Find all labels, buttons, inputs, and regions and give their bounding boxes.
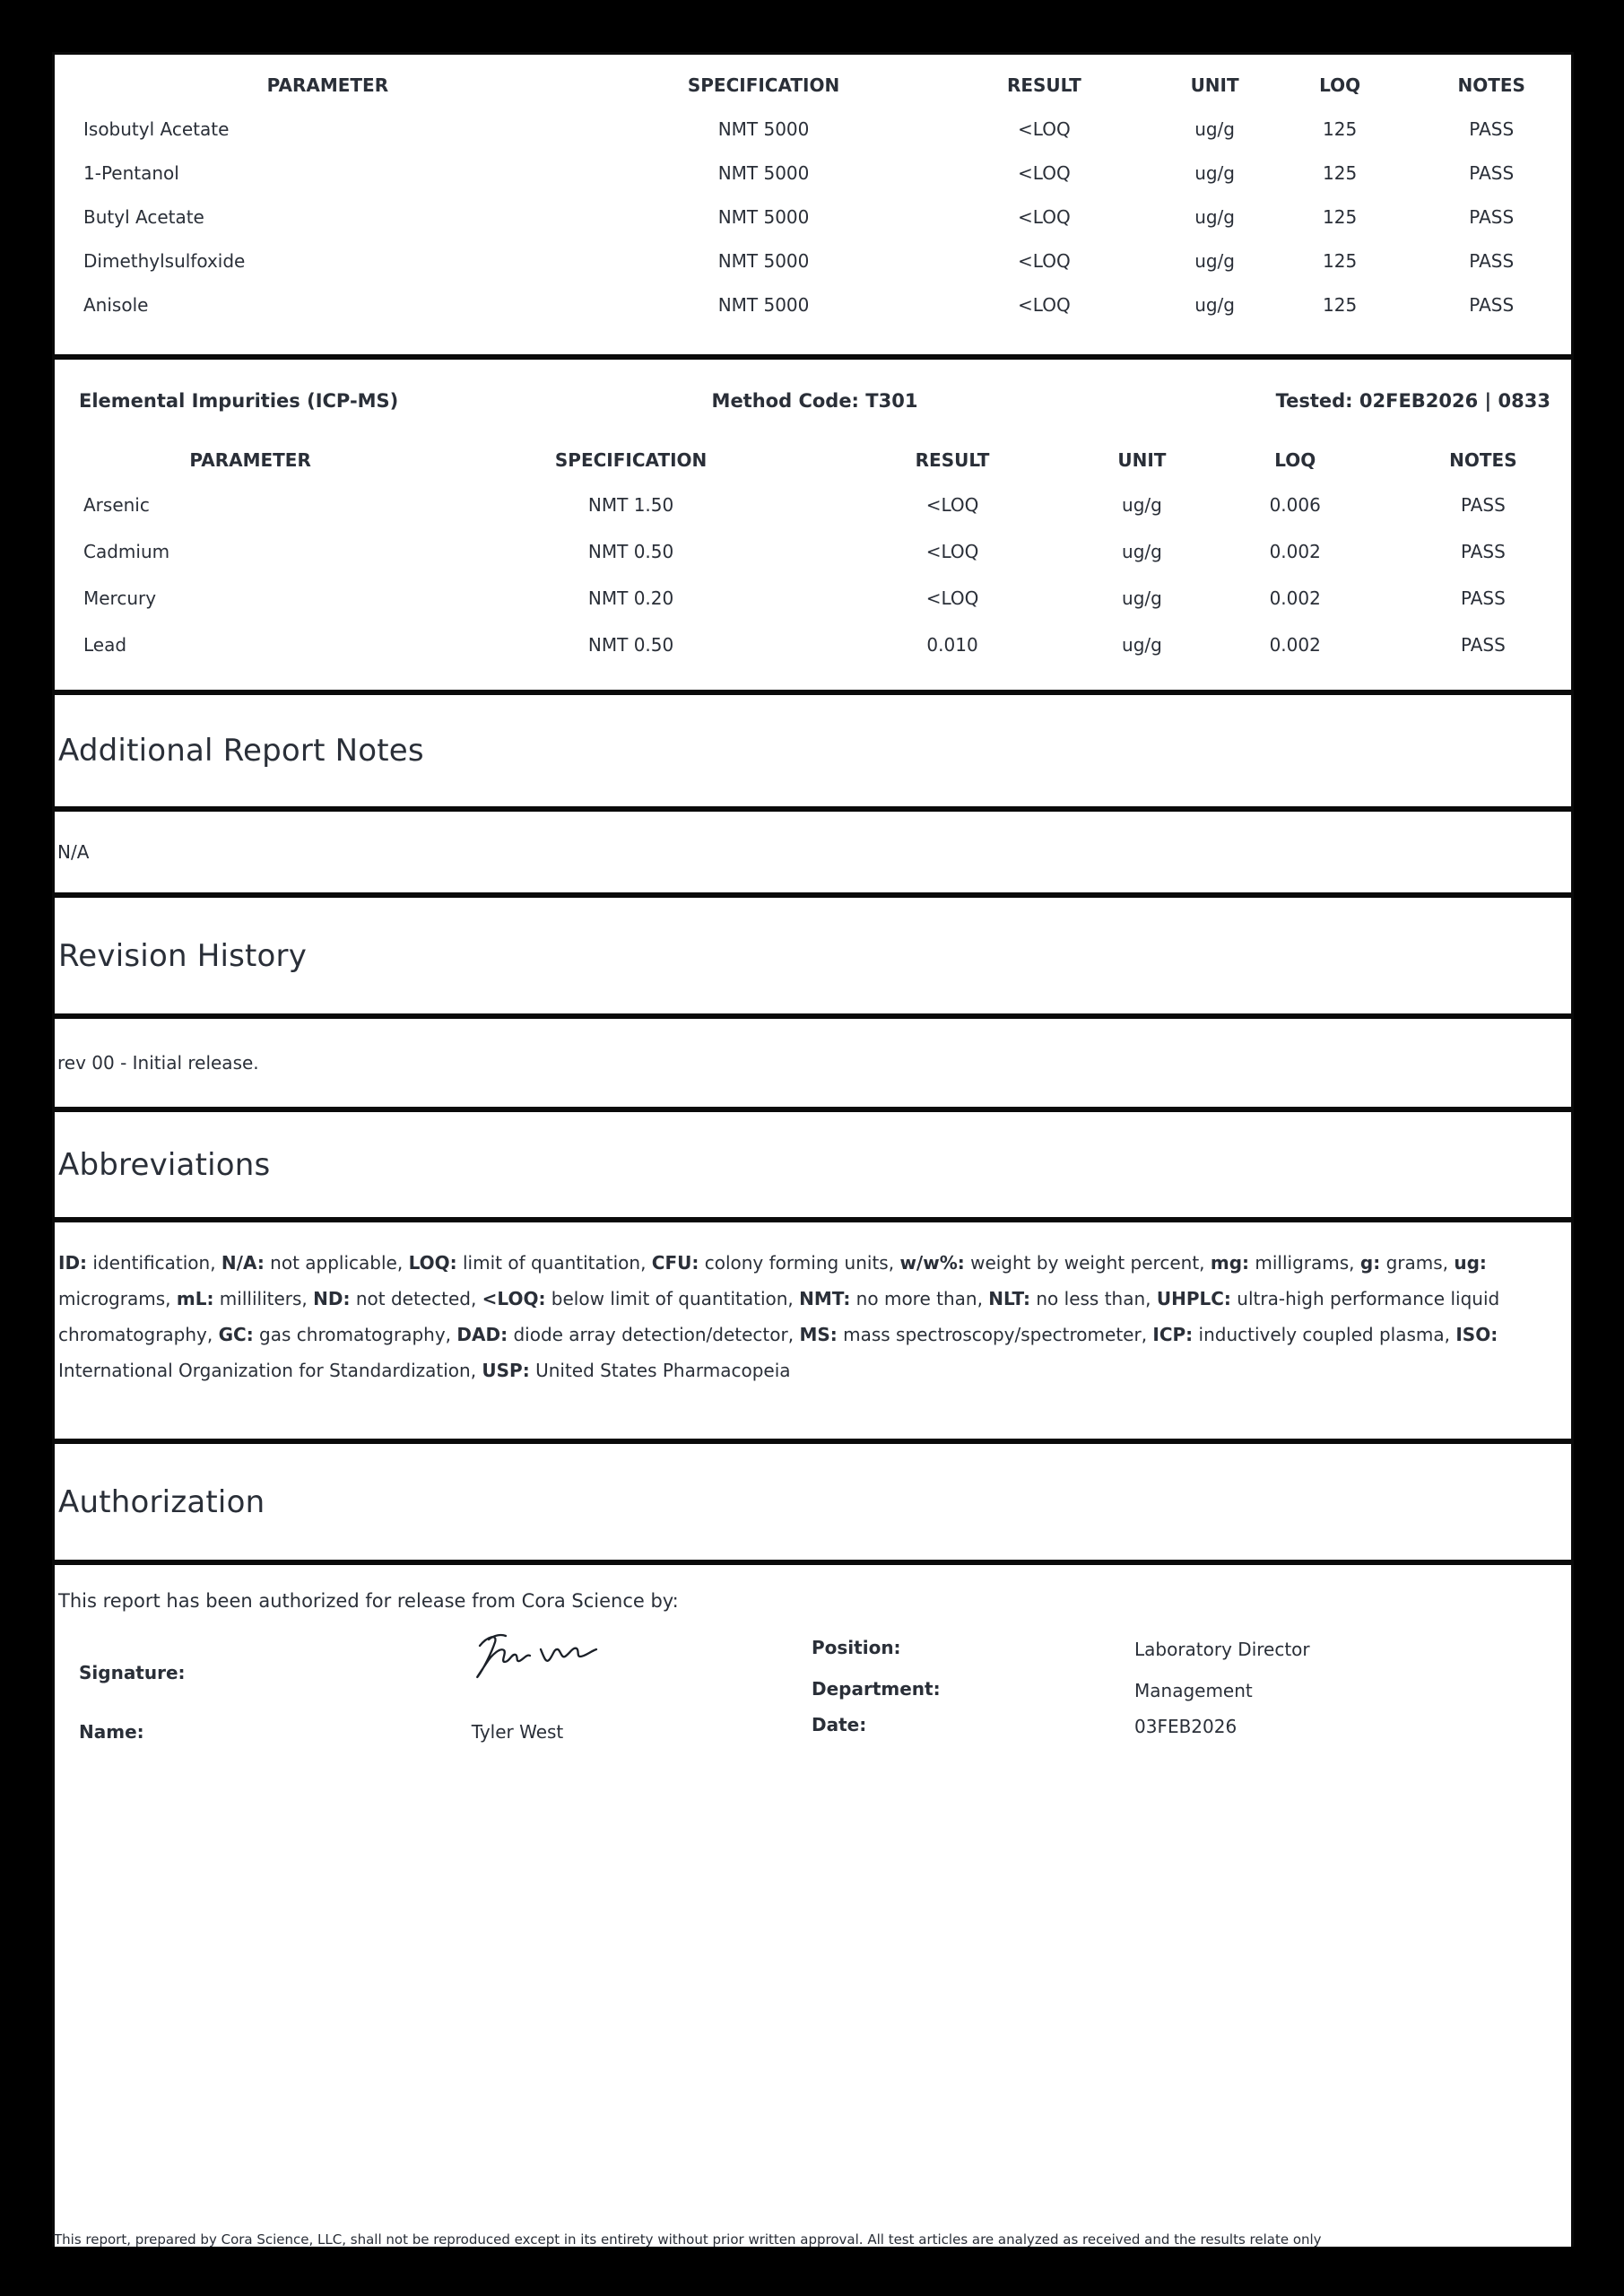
cell-notes: PASS [1460, 541, 1506, 562]
table-row [55, 107, 1571, 151]
table-row [55, 239, 1571, 283]
cell-specification: NMT 5000 [717, 161, 810, 184]
cell-result: <LOQ [925, 541, 979, 562]
cell-unit: ug/g [1122, 587, 1162, 609]
col-header-unit: UNIT [1117, 449, 1167, 471]
abbrev-value: identification, [87, 1252, 221, 1274]
abbrev-key: mL: [176, 1288, 214, 1309]
abbrev-value: United States Pharmacopeia [529, 1360, 791, 1381]
abbrev-value: weight by weight percent, [964, 1252, 1211, 1274]
col-header-unit: UNIT [1190, 74, 1239, 96]
abbreviations-body [52, 1220, 1574, 1441]
signature-label: Signature: [79, 1662, 186, 1683]
cell-specification: NMT 0.20 [587, 587, 674, 609]
cell-specification: NMT 1.50 [587, 494, 674, 516]
abbreviations-header [52, 1109, 1574, 1220]
cell-parameter: Cadmium [83, 541, 170, 562]
abbrev-key: CFU: [651, 1252, 699, 1274]
revision-history-text: rev 00 - Initial release. [57, 1052, 259, 1074]
cell-result: <LOQ [1018, 293, 1071, 316]
position-value: Laboratory Director [1134, 1639, 1310, 1660]
col-header-specification: SPECIFICATION [554, 449, 708, 471]
abbrev-value: grams, [1380, 1252, 1455, 1274]
cell-specification: NMT 0.50 [587, 541, 674, 562]
abbrev-value: not detected, [350, 1288, 482, 1309]
abbrev-value: milliliters, [213, 1288, 314, 1309]
cell-loq: 125 [1323, 117, 1358, 140]
date-label: Date: [812, 1714, 867, 1735]
cell-unit: ug/g [1194, 205, 1235, 228]
abbrev-key: GC: [218, 1324, 254, 1345]
col-header-notes: NOTES [1449, 449, 1517, 471]
residual-solvents-table [55, 64, 1571, 326]
abbrev-key: ug: [1454, 1252, 1487, 1274]
abbrev-key: mg: [1210, 1252, 1250, 1274]
cell-parameter: Butyl Acetate [83, 205, 204, 228]
abbrev-key: NLT: [988, 1288, 1031, 1309]
additional-notes-header [52, 692, 1574, 809]
col-header-loq: LOQ [1319, 74, 1361, 96]
col-header-loq: LOQ [1274, 449, 1316, 471]
abbrev-value: no less than, [1030, 1288, 1157, 1309]
abbrev-value: mass spectroscopy/spectrometer, [837, 1324, 1153, 1345]
method-code: Method Code: T301 [711, 390, 918, 412]
abbrev-key: <LOQ: [482, 1288, 546, 1309]
abbrev-value: below limit of quantitation, [545, 1288, 800, 1309]
elemental-table-header-row [55, 439, 1571, 482]
col-header-result: RESULT [1006, 74, 1081, 96]
abbrev-key: MS: [799, 1324, 838, 1345]
residual-solvents-table-section [52, 52, 1574, 357]
solvent-table-header-row [55, 64, 1571, 107]
signature-script [455, 1622, 616, 1689]
abbrev-key: ISO: [1455, 1324, 1498, 1345]
abbrev-key: g: [1359, 1252, 1381, 1274]
abbrev-value: gas chromatography, [253, 1324, 457, 1345]
table-row [55, 575, 1571, 622]
cell-loq: 125 [1323, 249, 1358, 272]
cell-unit: ug/g [1194, 249, 1235, 272]
abbrev-key: NMT: [799, 1288, 851, 1309]
cell-result: <LOQ [1018, 161, 1071, 184]
report-page [52, 52, 1574, 2247]
abbrev-key: DAD: [456, 1324, 508, 1345]
department-label: Department: [812, 1678, 941, 1700]
cell-result: <LOQ [1018, 249, 1071, 272]
col-header-parameter: PARAMETER [266, 74, 389, 96]
cell-unit: ug/g [1122, 494, 1162, 516]
abbrev-value: not applicable, [264, 1252, 409, 1274]
cell-result: 0.010 [926, 634, 978, 656]
cell-parameter: Mercury [83, 587, 157, 609]
cell-loq: 0.002 [1269, 541, 1321, 562]
cell-unit: ug/g [1194, 161, 1235, 184]
cell-notes: PASS [1460, 634, 1506, 656]
section-heading: Additional Report Notes [58, 733, 424, 769]
cell-specification: NMT 0.50 [587, 634, 674, 656]
cell-parameter: Arsenic [83, 494, 150, 516]
abbrev-key: w/w%: [899, 1252, 965, 1274]
additional-notes-text: N/A [57, 841, 90, 863]
cell-unit: ug/g [1122, 541, 1162, 562]
section-heading: Revision History [58, 937, 308, 974]
abbrev-key: N/A: [221, 1252, 265, 1274]
department-value: Management [1134, 1680, 1253, 1701]
footer-disclaimer: This report, prepared by Cora Science, LLC, shall not be reproduced except in its entirety without prior written approval. All test articles are analyzed as received and the results relate only [54, 2231, 1322, 2247]
abbrev-key: LOQ: [408, 1252, 457, 1274]
cell-loq: 0.006 [1269, 494, 1321, 516]
cell-notes: PASS [1469, 249, 1515, 272]
abbrev-value: limit of quantitation, [456, 1252, 652, 1274]
cell-loq: 0.002 [1269, 587, 1321, 609]
table-row [55, 528, 1571, 575]
section-heading: Authorization [58, 1483, 265, 1520]
cell-unit: ug/g [1194, 293, 1235, 316]
authorization-body [52, 1562, 1574, 2247]
cell-result: <LOQ [925, 494, 979, 516]
cell-loq: 125 [1323, 293, 1358, 316]
abbrev-value: inductively coupled plasma, [1193, 1324, 1456, 1345]
table-row [55, 283, 1571, 326]
table-row [55, 195, 1571, 239]
authorization-intro: This report has been authorized for release from Cora Science by: [58, 1590, 679, 1612]
cell-specification: NMT 5000 [717, 249, 810, 272]
cell-parameter: Isobutyl Acetate [83, 117, 230, 140]
cell-loq: 125 [1323, 161, 1358, 184]
abbreviations-text [58, 1245, 1540, 1388]
abbrev-value: no more than, [850, 1288, 989, 1309]
elemental-section-header [55, 381, 1571, 421]
authorization-header [52, 1441, 1574, 1562]
col-header-notes: NOTES [1457, 74, 1525, 96]
name-value: Tyler West [471, 1721, 564, 1743]
position-label: Position: [812, 1637, 901, 1658]
cell-unit: ug/g [1122, 634, 1162, 656]
cell-notes: PASS [1469, 205, 1515, 228]
elemental-impurities-section [52, 357, 1574, 692]
table-row [55, 482, 1571, 528]
cell-parameter: Anisole [83, 293, 149, 316]
abbrev-key: USP: [482, 1360, 530, 1381]
col-header-result: RESULT [915, 449, 990, 471]
section-heading: Abbreviations [58, 1146, 271, 1183]
cell-notes: PASS [1469, 293, 1515, 316]
cell-specification: NMT 5000 [717, 117, 810, 140]
cell-notes: PASS [1469, 161, 1515, 184]
abbrev-value: micrograms, [58, 1288, 177, 1309]
cell-unit: ug/g [1194, 117, 1235, 140]
abbrev-key: ICP: [1152, 1324, 1194, 1345]
name-label: Name: [79, 1721, 144, 1743]
date-value: 03FEB2026 [1134, 1716, 1238, 1737]
cell-parameter: Dimethylsulfoxide [83, 249, 246, 272]
abbrev-value: colony forming units, [699, 1252, 900, 1274]
cell-specification: NMT 5000 [717, 293, 810, 316]
section-title: Elemental Impurities (ICP-MS) [79, 390, 399, 412]
cell-notes: PASS [1469, 117, 1515, 140]
abbrev-key: ND: [313, 1288, 351, 1309]
cell-loq: 125 [1323, 205, 1358, 228]
cell-result: <LOQ [1018, 205, 1071, 228]
revision-history-body [52, 1016, 1574, 1109]
abbrev-value: diode array detection/detector, [508, 1324, 800, 1345]
table-row [55, 622, 1571, 668]
abbrev-value: ultra-high performance liquid chromatography, [58, 1288, 1500, 1345]
cell-loq: 0.002 [1269, 634, 1321, 656]
additional-notes-body [52, 809, 1574, 895]
tested-timestamp: Tested: 02FEB2026 | 0833 [1275, 390, 1550, 412]
col-header-parameter: PARAMETER [189, 449, 311, 471]
col-header-specification: SPECIFICATION [687, 74, 840, 96]
cell-result: <LOQ [1018, 117, 1071, 140]
table-row [55, 151, 1571, 195]
elemental-impurities-table [55, 439, 1571, 668]
cell-parameter: Lead [83, 634, 127, 656]
abbrev-key: ID: [58, 1252, 88, 1274]
abbrev-value: milligrams, [1249, 1252, 1360, 1274]
revision-history-header [52, 895, 1574, 1016]
abbrev-key: UHPLC: [1156, 1288, 1231, 1309]
abbrev-value: International Organization for Standardization, [58, 1360, 482, 1381]
cell-parameter: 1-Pentanol [83, 161, 179, 184]
cell-result: <LOQ [925, 587, 979, 609]
cell-specification: NMT 5000 [717, 205, 810, 228]
cell-notes: PASS [1460, 494, 1506, 516]
cell-notes: PASS [1460, 587, 1506, 609]
